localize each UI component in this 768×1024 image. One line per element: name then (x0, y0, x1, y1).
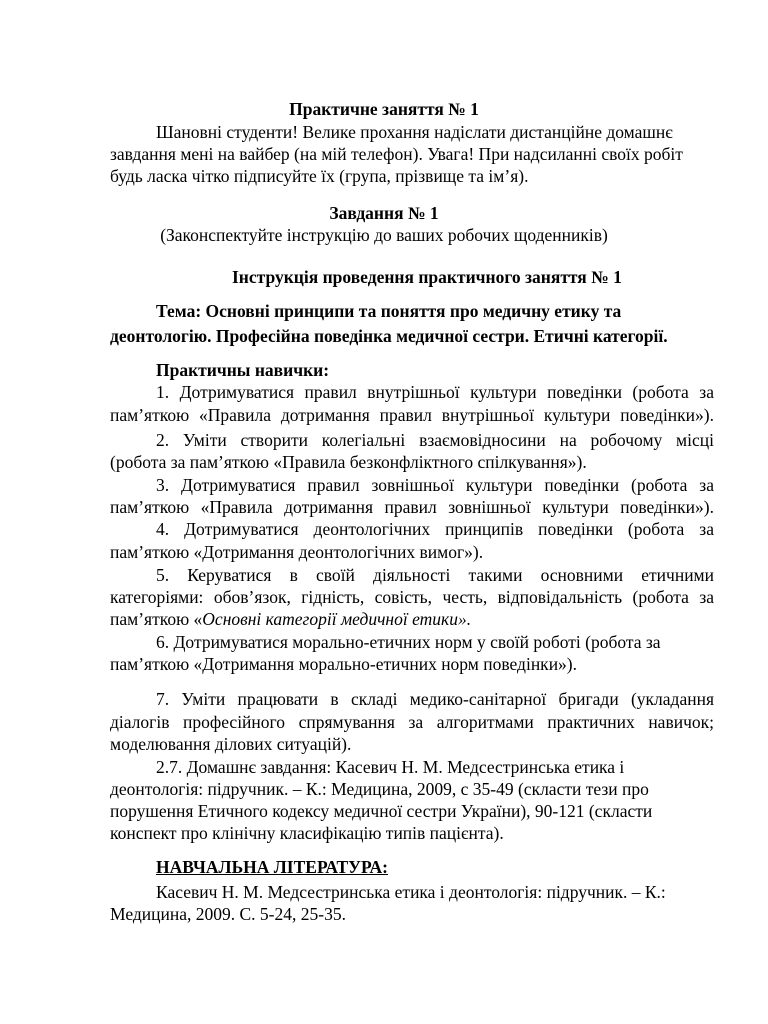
greeting-line-3: будь ласка чітко підписуйте їх (група, прізвище та ім’я). (110, 166, 529, 186)
homework-line-2: деонтологія: підручник. – К.: Медицина, 2009, с 35-49 (скласти тези про (110, 779, 649, 799)
homework-line-3: порушення Етичного кодексу медичної сестри України), 90-121 (скласти (110, 801, 653, 821)
greeting-line-2: завдання мені на вайбер (на мій телефон). Увага! При надсиланні своїх робіт (110, 144, 683, 164)
homework-line-4: конспект про клінічну класифікацію типів пацієнта). (110, 823, 504, 843)
skill-5-line-3-plain: пам’яткою « (110, 609, 203, 629)
skill-6-line-1: 6. Дотримуватися морально-етичних норм у своїй роботі (робота за (156, 632, 661, 652)
skills-heading: Практичны навички: (156, 360, 330, 380)
skill-3-line-2: пам’яткою «Правила дотримання правил зовнішньої культури поведінки»). (110, 497, 714, 517)
skill-6-line-2: пам’яткою «Дотримання морально-етичних норм поведінки»). (110, 654, 578, 674)
skill-7-line-1: 7. Уміти працювати в складі медико-санітарної бригади (укладання (156, 689, 714, 709)
skill-5-line-3 (110, 608, 471, 630)
skill-3-line-1: 3. Дотримуватися правил зовнішньої культури поведінки (робота за (156, 475, 714, 495)
skill-2-line-1: 2. Уміти створити колегіальні взаємовідносини на робочому місці (156, 430, 714, 450)
skill-5-line-1: 5. Керуватися в своїй діяльності такими основними етичними (156, 565, 714, 585)
skill-1-line-1: 1. Дотримуватися правил внутрішньої культури поведінки (робота за (156, 382, 714, 402)
skill-5-line-2: категоріями: обов’язок, гідність, совість, честь, відповідальність (робота за (110, 587, 714, 607)
literature-line-2: Медицина, 2009. С. 5-24, 25-35. (110, 904, 346, 924)
skill-2-line-2: (робота за пам’яткою «Правила безконфліктного спілкування»). (110, 452, 587, 472)
task-note: (Законспектуйте інструкцію до ваших робочих щоденників) (160, 225, 608, 245)
topic-line-2: деонтологію. Професійна поведінка медичної сестри. Етичні категорії. (110, 326, 668, 346)
literature-line-1: Касевич Н. М. Медсестринська етика і деонтологія: підручник. – К.: (156, 882, 666, 902)
skill-4-line-1: 4. Дотримуватися деонтологічних принципів поведінки (робота за (156, 519, 714, 539)
topic-line-1: Тема: Основні принципи та поняття про медичну етику та (156, 301, 622, 321)
skill-1-line-2: пам’яткою «Правила дотримання правил внутрішньої культури поведінки»). (110, 405, 714, 425)
page-title: Практичне заняття № 1 (289, 99, 479, 119)
task-title: Завдання № 1 (329, 203, 439, 223)
skill-7-line-2: діалогів професійного спрямування за алгоритмами практичних навичок; (110, 712, 714, 732)
literature-heading: НАВЧАЛЬНА ЛІТЕРАТУРА: (156, 857, 388, 877)
skill-4-line-2: пам’яткою «Дотримання деонтологічних вимог»). (110, 542, 484, 562)
greeting-line-1: Шановні студенти! Велике прохання надіслати дистанційне домашнє (156, 122, 673, 142)
homework-line-1: 2.7. Домашнє завдання: Касевич Н. М. Медсестринська етика і (156, 757, 625, 777)
skill-5-line-3-italic: Основні категорії медичної етики». (202, 609, 472, 629)
skill-7-line-3: моделювання ділових ситуацій). (110, 734, 352, 754)
instruction-title: Інструкція проведення практичного заняття № 1 (232, 267, 622, 287)
